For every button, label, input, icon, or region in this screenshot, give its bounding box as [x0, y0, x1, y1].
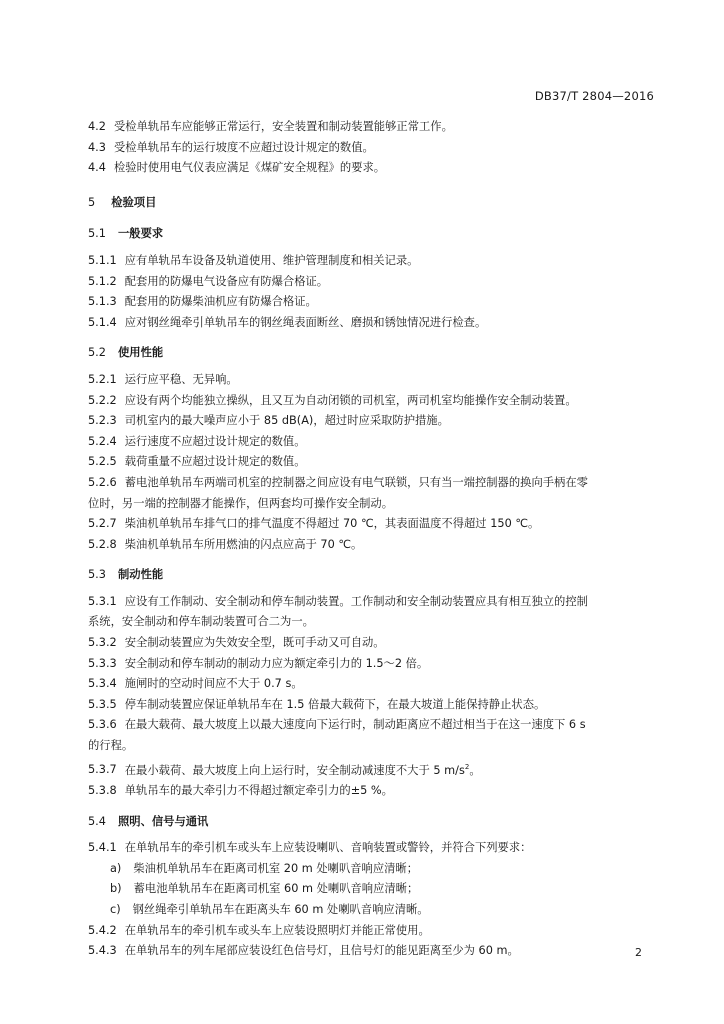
page-number: 2 [635, 946, 642, 959]
clause-5-3-2: 5.3.2 安全制动装置应为失效安全型，既可手动又可自动。 [88, 636, 385, 650]
clause-5-2-3: 5.2.3 司机室内的最大噪声应小于 85 dB(A)，超过时应采取防护措施。 [88, 414, 449, 428]
clause-4-3: 4.3 受检单轨吊车的运行坡度不应超过设计规定的数值。 [88, 140, 374, 154]
clause-5-3-8: 5.3.8 单轨吊车的最大牵引力不得超过额定牵引力的±5 %。 [88, 783, 393, 797]
document-body [88, 117, 658, 962]
standard-code: DB37/T 2804—2016 [534, 89, 654, 103]
clause-5-4-2: 5.4.2 在单轨吊车的牵引机车或头车上应装设照明灯并能正常使用。 [88, 923, 430, 937]
clause-5-1-3: 5.1.3 配套用的防爆柴油机应有防爆合格证。 [88, 295, 317, 309]
section-5-2-heading: 5.2 使用性能 [88, 346, 164, 360]
clause-5-2-1: 5.2.1 运行应平稳、无异响。 [88, 372, 238, 386]
clause-5-1-4: 5.1.4 应对钢丝绳牵引单轨吊车的钢丝绳表面断丝、磨损和锈蚀情况进行检查。 [88, 315, 487, 329]
clause-5-2-4: 5.2.4 运行速度不应超过设计规定的数值。 [88, 434, 306, 448]
list-item-c: c) 钢丝绳牵引单轨吊车在距离头车 60 m 处喇叭音响应清晰。 [110, 902, 429, 916]
section-5-4-heading: 5.4 照明、信号与通讯 [88, 814, 209, 828]
clause-5-2-6-continued: 位时，另一端的控制器才能操作，但两套均可操作安全制动。 [88, 496, 394, 510]
clause-4-4: 4.4 检验时使用电气仪表应满足《煤矿安全规程》的要求。 [88, 161, 386, 175]
clause-5-3-6-continued: 的行程。 [88, 739, 134, 753]
clause-5-1-2: 5.1.2 配套用的防爆电气设备应有防爆合格证。 [88, 274, 329, 288]
clause-5-1-1: 5.1.1 应有单轨吊车设备及轨道使用、维护管理制度和相关记录。 [88, 253, 419, 267]
clause-5-4-3: 5.4.3 在单轨吊车的列车尾部应装设红色信号灯，且信号灯的能见距离至少为 60 m。 [88, 944, 519, 958]
clause-5-3-4: 5.3.4 施闸时的空动时间应不大于 0.7 s。 [88, 677, 303, 691]
clause-5-2-2: 5.2.2 应设有两个均能独立操纵，且又互为自动闭锁的司机室，两司机室均能操作安全制动装置。 [88, 393, 577, 407]
superscript-exponent: 2 [464, 762, 470, 771]
section-5-heading: 5 检验项目 [88, 195, 157, 209]
clause-5-2-7: 5.2.7 柴油机单轨吊车排气口的排气温度不得超过 70 ℃，其表面温度不得超过 150 ℃。 [88, 517, 540, 531]
list-item-b: b) 蓄电池单轨吊车在距离司机室 60 m 处喇叭音响应清晰； [110, 882, 419, 896]
clause-5-4-1: 5.4.1 在单轨吊车的牵引机车或头车上应装设喇叭、音响装置或警铃，并符合下列要求： [88, 841, 532, 855]
clause-5-3-3: 5.3.3 安全制动和停车制动的制动力应为额定牵引力的 1.5～2 倍。 [88, 656, 429, 670]
clause-5-3-7: 5.3.7 在最小载荷、最大坡度上向上运行时，安全制动减速度不大于 5 $m/s^2$。 [88, 762, 481, 777]
clause-5-2-8: 5.2.8 柴油机单轨吊车所用燃油的闪点应高于 70 ℃。 [88, 537, 363, 551]
clause-5-3-1-continued: 系统，安全制动和停车制动装置可合二为一。 [88, 615, 314, 629]
section-5-3-heading: 5.3 制动性能 [88, 568, 164, 582]
clause-5-2-5: 5.2.5 载荷重量不应超过设计规定的数值。 [88, 455, 306, 469]
clause-5-3-6: 5.3.6 在最大载荷、最大坡度上以最大速度向下运行时，制动距离应不超过相当于在这一速度下 6 s [88, 718, 586, 732]
clause-4-2: 4.2 受检单轨吊车应能够正常运行，安全装置和制动装置能够正常工作。 [88, 120, 453, 133]
section-5-1-heading: 5.1 一般要求 [88, 227, 164, 241]
clause-5-3-5: 5.3.5 停车制动装置应保证单轨吊车在 1.5 倍最大载荷下，在最大坡道上能保持静止状态。 [88, 697, 546, 711]
clause-5-2-6: 5.2.6 蓄电池单轨吊车两端司机室的控制器之间应设有电气联锁，只有当一端控制器的换向手柄在零 [88, 475, 588, 489]
clause-5-3-1: 5.3.1 应设有工作制动、安全制动和停车制动装置。工作制动和安全制动装置应具有相互独立的控制 [88, 594, 588, 608]
list-item-a: a) 柴油机单轨吊车在距离司机室 20 m 处喇叭音响应清晰； [110, 861, 419, 875]
